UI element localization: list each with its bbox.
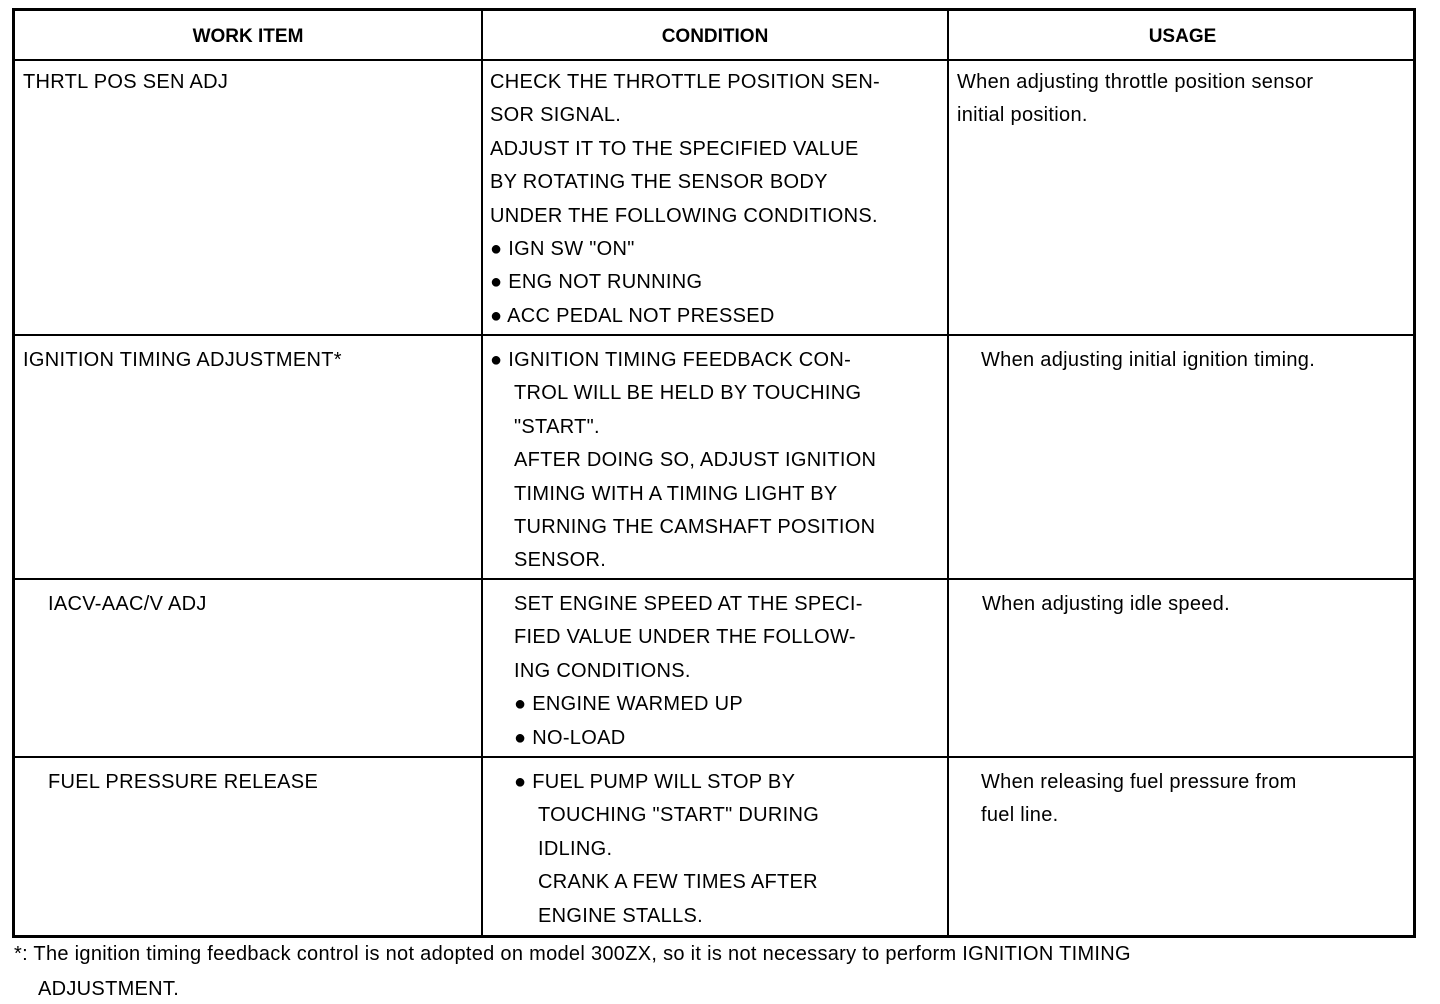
condition-cell	[514, 766, 819, 933]
usage-cell	[981, 766, 1297, 833]
condition-line: TROL WILL BE HELD BY TOUCHING	[514, 382, 862, 405]
condition-line: SENSOR.	[514, 549, 607, 572]
condition-bullet: ● ACC PEDAL NOT PRESSED	[490, 304, 775, 327]
condition-cell	[490, 344, 876, 578]
condition-line: TURNING THE CAMSHAFT POSITION	[514, 516, 876, 539]
condition-line: SOR SIGNAL.	[490, 104, 622, 127]
condition-line: ENGINE STALLS.	[538, 904, 703, 927]
condition-line: FIED VALUE UNDER THE FOLLOW-	[514, 626, 856, 649]
footnote-continuation: ADJUSTMENT.	[38, 978, 180, 1000]
condition-line: TOUCHING "START" DURING	[538, 804, 820, 827]
work-item-cell: IACV-AAC/V ADJ	[48, 593, 207, 615]
work-support-table	[12, 8, 1416, 938]
condition-line: IDLING.	[538, 837, 613, 860]
usage-line: When adjusting initial ignition timing.	[981, 349, 1316, 371]
work-item-cell: IGNITION TIMING ADJUSTMENT*	[23, 349, 342, 371]
condition-line: CHECK THE THROTTLE POSITION SEN-	[490, 71, 881, 93]
condition-line: "START".	[514, 415, 600, 438]
usage-cell	[957, 66, 1313, 133]
condition-bullet: ● NO-LOAD	[514, 726, 626, 749]
condition-line: ADJUST IT TO THE SPECIFIED VALUE	[490, 137, 859, 160]
work-item-cell: FUEL PRESSURE RELEASE	[48, 771, 319, 793]
footnote: *: The ignition timing feedback control is not adopted on model 300ZX, so it is not necessary to perform IGNITION TIMING	[14, 943, 1131, 965]
header-work-item: WORK ITEM	[192, 26, 304, 47]
condition-line: TIMING WITH A TIMING LIGHT BY	[514, 482, 838, 505]
column-divider	[947, 11, 949, 935]
condition-bullet: ● ENGINE WARMED UP	[514, 693, 743, 716]
condition-cell	[490, 66, 880, 333]
usage-cell	[981, 344, 1315, 377]
usage-line: When adjusting idle speed.	[982, 593, 1230, 615]
condition-cell	[514, 588, 863, 755]
condition-line: BY ROTATING THE SENSOR BODY	[490, 171, 828, 194]
condition-bullet: ● ENG NOT RUNNING	[490, 271, 703, 294]
row-divider	[15, 756, 1413, 758]
condition-line: UNDER THE FOLLOWING CONDITIONS.	[490, 204, 878, 227]
condition-bullet: ● IGN SW "ON"	[490, 238, 635, 261]
row-divider	[15, 578, 1413, 580]
usage-line: initial position.	[957, 104, 1088, 127]
condition-line: CRANK A FEW TIMES AFTER	[538, 871, 818, 894]
usage-line: When adjusting throttle position sensor	[957, 71, 1314, 93]
work-item-cell: THRTL POS SEN ADJ	[23, 71, 229, 93]
usage-line: When releasing fuel pressure from	[981, 771, 1297, 793]
usage-cell	[982, 588, 1230, 621]
header-usage: USAGE	[1148, 26, 1217, 47]
condition-line: AFTER DOING SO, ADJUST IGNITION	[514, 449, 877, 472]
header-condition: CONDITION	[661, 26, 769, 47]
usage-line: fuel line.	[981, 804, 1059, 827]
row-divider	[15, 334, 1413, 336]
condition-bullet: ● FUEL PUMP WILL STOP BY	[514, 771, 796, 793]
condition-line: SET ENGINE SPEED AT THE SPECI-	[514, 593, 863, 615]
condition-bullet: ● IGNITION TIMING FEEDBACK CON-	[490, 349, 852, 371]
condition-line: ING CONDITIONS.	[514, 659, 691, 682]
column-divider	[481, 11, 483, 935]
